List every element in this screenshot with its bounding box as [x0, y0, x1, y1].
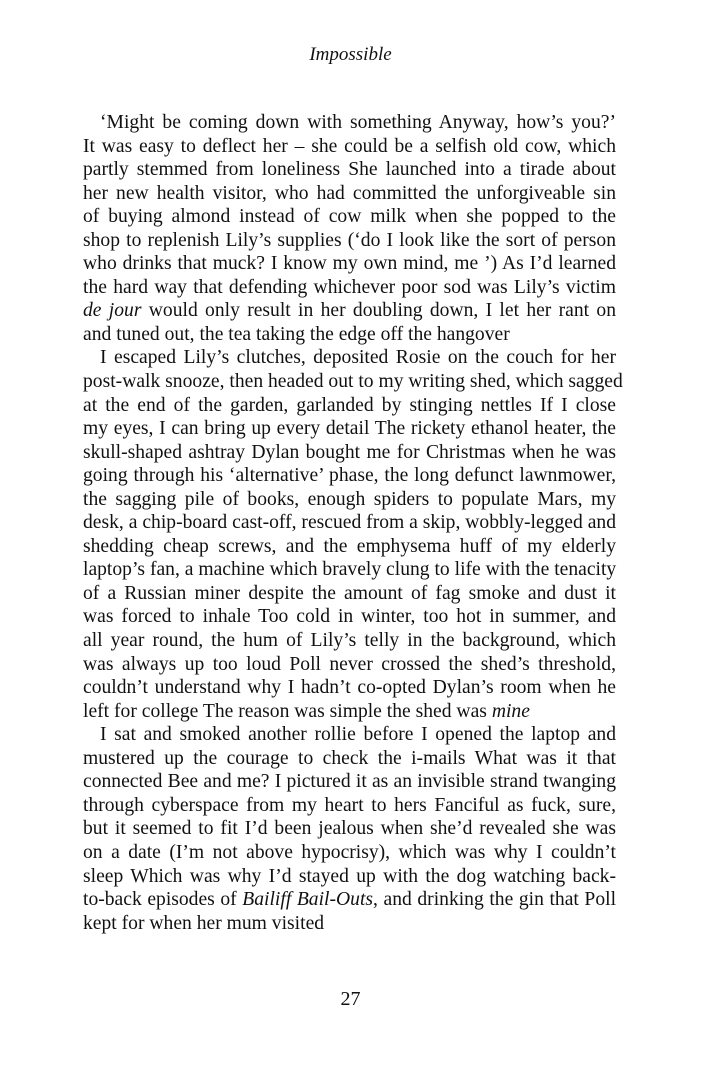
text-segment: who drinks that muck? I know my own mind, me ’) As I’d learned	[83, 253, 616, 275]
text-line	[83, 205, 616, 229]
text-line	[83, 770, 616, 794]
text-segment: laptop’s fan, a machine which bravely clung to life with the tenacity	[83, 559, 617, 581]
running-head: Impossible	[309, 44, 392, 65]
text-line	[83, 747, 616, 771]
text-segment: , and drinking the gin that Poll	[373, 889, 617, 911]
text-line	[83, 676, 616, 700]
text-segment: connected Bee and me? I pictured it as an invisible strand twanging	[83, 771, 616, 793]
text-segment: of buying almond instead of cow milk when she popped to the	[83, 206, 616, 228]
text-segment: would only result in her doubling down, I let her rant on	[141, 300, 616, 322]
text-segment: I escaped Lily’s clutches, deposited Rosie on the couch for her	[100, 347, 616, 369]
text-segment: going through his ‘alternative’ phase, the long defunct lawnmower,	[83, 465, 616, 487]
text-segment: her new health visitor, who had committed the unforgiveable sin	[83, 182, 616, 204]
text-segment: sleep Which was why I’d stayed up with the dog watching back-	[83, 865, 616, 887]
text-segment: at the end of the garden, garlanded by stinging nettles If I close	[83, 394, 616, 416]
text-line	[83, 865, 616, 889]
text-line	[83, 700, 616, 724]
text-line	[83, 558, 616, 582]
text-segment: was forced to inhale Too cold in winter, too hot in summer, and	[83, 606, 616, 628]
text-segment: but it seemed to fit I’d been jealous when she’d revealed she was	[83, 818, 616, 840]
text-line	[83, 794, 616, 818]
text-segment: It was easy to deflect her – she could be a selfish old cow, which	[83, 135, 616, 157]
text-segment: partly stemmed from loneliness She launched into a tirade about	[83, 159, 616, 181]
text-line	[83, 299, 616, 323]
text-segment: ‘Might be coming down with something Anyway, how’s you?’	[100, 112, 616, 133]
text-segment: my eyes, I can bring up every detail The rickety ethanol heater, the	[83, 418, 616, 440]
text-line	[83, 582, 616, 606]
text-line	[83, 653, 616, 677]
text-segment: through cyberspace from my heart to hers Fanciful as fuck, sure,	[83, 794, 616, 816]
text-line	[83, 441, 616, 465]
text-segment: left for college The reason was simple the shed was	[83, 700, 492, 722]
text-line	[83, 252, 616, 276]
text-line	[83, 841, 616, 865]
text-segment: all year round, the hum of Lily’s telly in the background, which	[83, 630, 616, 652]
text-line	[83, 723, 616, 747]
text-line	[83, 888, 616, 912]
text-segment: shop to replenish Lily’s supplies (‘do I look like the sort of person	[83, 229, 616, 251]
text-line	[83, 912, 616, 936]
text-line	[83, 605, 616, 629]
text-line	[83, 511, 616, 535]
text-segment: and tuned out, the tea taking the edge off the hangover	[83, 323, 510, 345]
text-line	[83, 346, 616, 370]
text-segment: I sat and smoked another rollie before I opened the laptop and	[100, 724, 616, 746]
text-line	[83, 629, 616, 653]
text-line	[83, 464, 616, 488]
text-segment: the hard way that defending whichever poor sod was Lily’s victim	[83, 276, 616, 298]
text-segment: on a date (I’m not above hypocrisy), which was why I couldn’t	[83, 841, 616, 863]
text-line	[83, 817, 616, 841]
text-segment: desk, a chip-board cast-off, rescued from a skip, wobbly-legged and	[83, 512, 616, 534]
text-segment: couldn’t understand why I hadn’t co-opted Dylan’s room when he	[83, 677, 616, 699]
text-line	[83, 394, 616, 418]
text-segment: of a Russian miner despite the amount of fag smoke and dust it	[83, 582, 616, 604]
text-segment: shedding cheap screws, and the emphysema huff of my elderly	[83, 535, 616, 557]
text-line	[83, 535, 616, 559]
text-line	[83, 111, 616, 135]
text-line	[83, 229, 616, 253]
text-line	[83, 323, 616, 347]
body-text	[83, 111, 623, 935]
italic-text: mine	[491, 700, 530, 722]
text-line	[83, 135, 616, 159]
text-segment: to-back episodes of	[83, 889, 243, 911]
text-segment: mustered up the courage to check the i-mails What was it that	[83, 747, 616, 769]
text-line	[83, 276, 616, 300]
text-line	[83, 417, 616, 441]
text-segment: skull-shaped ashtray Dylan bought me for Christmas when he was	[83, 441, 616, 463]
text-line	[83, 182, 616, 206]
text-line	[83, 370, 623, 394]
page-number: 27	[340, 988, 361, 1010]
text-segment: was always up too loud Poll never crossed the shed’s threshold,	[83, 653, 616, 675]
text-line	[83, 158, 616, 182]
text-segment: kept for when her mum visited	[83, 912, 325, 934]
text-segment: the sagging pile of books, enough spiders to populate Mars, my	[83, 488, 616, 510]
text-segment: post-walk snooze, then headed out to my writing shed, which sagged	[83, 371, 623, 393]
italic-text: Bailiff Bail-Outs	[242, 889, 374, 911]
text-line	[83, 488, 616, 512]
italic-text: de jour	[83, 300, 142, 322]
